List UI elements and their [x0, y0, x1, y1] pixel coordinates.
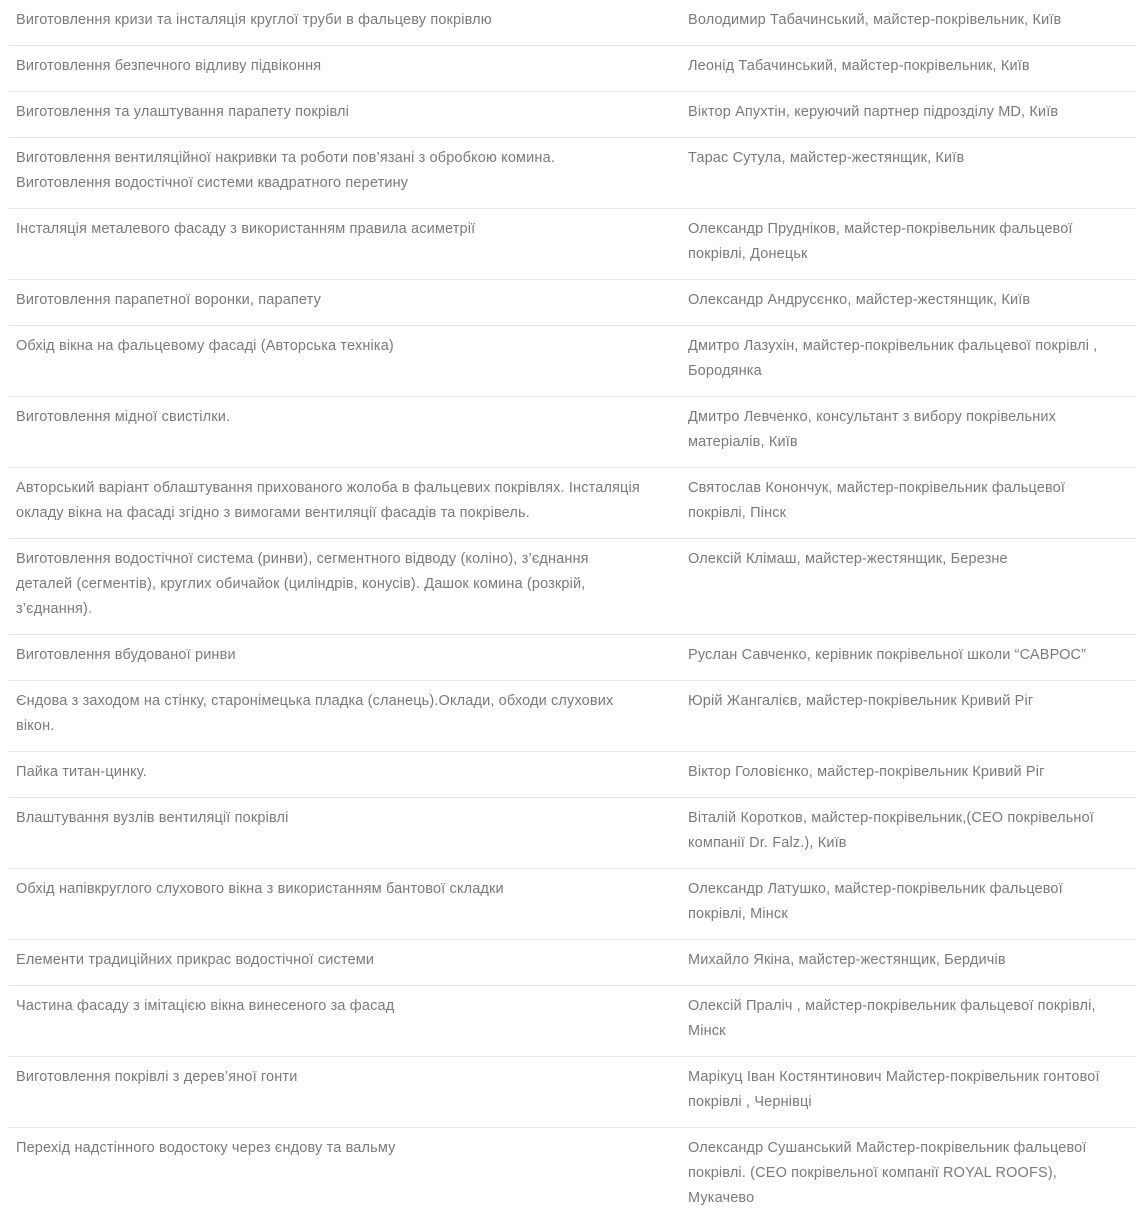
topic-cell — [9, 217, 688, 267]
table-row — [9, 46, 1136, 92]
topic-cell — [9, 146, 688, 196]
topic-cell — [9, 643, 688, 668]
table-row — [9, 138, 1136, 209]
author-cell — [688, 948, 1136, 973]
author-cell — [688, 146, 1136, 196]
author-text: Дмитро Левченко, консультант з вибору покрівельних — [688, 409, 1057, 425]
table-row — [9, 940, 1136, 986]
topic-text: Пайка титан-цинку. — [16, 764, 147, 780]
author-text: Віктор Головієнко, майстер-покрівельник Кривий Ріг — [688, 764, 1045, 780]
author-cell — [688, 288, 1136, 313]
author-text: Святослав Конончук, майстер-покрівельник фальцевої — [688, 480, 1066, 496]
topic-cell — [9, 288, 688, 313]
topic-cell — [9, 405, 688, 455]
topic-text: Виготовлення кризи та інсталяція круглої труби в фальцеву покрівлю — [16, 12, 492, 28]
topic-cell — [9, 334, 688, 384]
topic-cell — [9, 994, 688, 1044]
topic-cell — [9, 1065, 688, 1115]
table-row — [9, 0, 1136, 46]
topic-text: Частина фасаду з імітацією вікна винесеного за фасад — [16, 998, 395, 1014]
table-row — [9, 1128, 1136, 1223]
author-text: покрівлі, Мінск — [688, 906, 788, 922]
topic-text: Інсталяція металевого фасаду з використанням правила асиметрії — [16, 221, 476, 237]
author-text: Володимир Табачинський, майстер-покрівельник, Київ — [688, 12, 1062, 28]
author-text: покрівлі , Чернівці — [688, 1094, 812, 1110]
topic-cell — [9, 476, 688, 526]
author-cell — [688, 877, 1136, 927]
author-text: Тарас Сутула, майстер-жестянщик, Київ — [688, 150, 965, 166]
topic-cell — [9, 689, 688, 739]
table-row — [9, 92, 1136, 138]
author-cell — [688, 547, 1136, 622]
author-text: Олександр Андрусєнко, майстер-жестянщик, Київ — [688, 292, 1031, 308]
table-row — [9, 326, 1136, 397]
author-cell — [688, 217, 1136, 267]
author-cell — [688, 643, 1136, 668]
topic-cell — [9, 760, 688, 785]
author-cell — [688, 1065, 1136, 1115]
author-text: Олександр Сушанський Майстер-покрівельник фальцевої — [688, 1140, 1087, 1156]
author-text: Юрій Жангалієв, майстер-покрівельник Кривий Ріг — [688, 693, 1034, 709]
topic-text: Виготовлення вбудованої ринви — [16, 647, 236, 663]
topic-cell — [9, 54, 688, 79]
author-cell — [688, 806, 1136, 856]
topic-text: Виготовлення вентиляційної накривки та роботи пов’язані з обробкою комина. — [16, 150, 555, 166]
topic-cell — [9, 948, 688, 973]
table-row — [9, 869, 1136, 940]
author-text: Мукачево — [688, 1190, 755, 1206]
topic-cell — [9, 100, 688, 125]
author-text: Руслан Савченко, керівник покрівельної школи “САВРОС” — [688, 647, 1087, 663]
topic-text: Виготовлення водостічної системи квадратного перетину — [16, 175, 409, 191]
topic-text: вікон. — [16, 718, 55, 734]
author-cell — [688, 476, 1136, 526]
table-row — [9, 681, 1136, 752]
table-row — [9, 539, 1136, 635]
topic-cell — [9, 806, 688, 856]
table-row — [9, 752, 1136, 798]
author-cell — [688, 100, 1136, 125]
author-cell — [688, 334, 1136, 384]
topic-text: Авторський варіант облаштування прихованого жолоба в фальцевих покрівлях. Інсталяція — [16, 480, 640, 496]
author-cell — [688, 760, 1136, 785]
topic-text: Виготовлення покрівлі з дерев’яної гонти — [16, 1069, 298, 1085]
table-row — [9, 468, 1136, 539]
topic-text: Виготовлення парапетної воронки, парапету — [16, 292, 321, 308]
table-row — [9, 635, 1136, 681]
topic-cell — [9, 547, 688, 622]
author-text: Олексій Клімаш, майстер-жестянщик, Березне — [688, 551, 1008, 567]
author-cell — [688, 1136, 1136, 1211]
author-text: Мінск — [688, 1023, 726, 1039]
topic-text: Єндова з заходом на стінку, старонімецька пладка (сланець).Оклади, обходи слухових — [16, 693, 614, 709]
author-text: Михайло Якіна, майстер-жестянщик, Бердичів — [688, 952, 1006, 968]
topic-cell — [9, 8, 688, 33]
author-cell — [688, 689, 1136, 739]
author-text: Олександр Латушко, майстер-покрівельник фальцевої — [688, 881, 1063, 897]
topic-cell — [9, 1136, 688, 1211]
topic-text: Виготовлення мідної свистілки. — [16, 409, 231, 425]
table-row — [9, 798, 1136, 869]
author-text: Бородянка — [688, 363, 762, 379]
author-text: Віталій Коротков, майстер-покрівельник,(CEO покрівельної — [688, 810, 1094, 826]
topic-text: Виготовлення та улаштування парапету покрівлі — [16, 104, 349, 120]
author-cell — [688, 405, 1136, 455]
topic-text: Обхід напівкруглого слухового вікна з використанням бантової складки — [16, 881, 504, 897]
topic-text: з’єднання). — [16, 601, 93, 617]
author-text: Віктор Апухтін, керуючий партнер підрозділу MD, Київ — [688, 104, 1059, 120]
table-row — [9, 280, 1136, 326]
author-text: Марікуц Іван Костянтинович Майстер-покрівельник гонтової — [688, 1069, 1100, 1085]
author-cell — [688, 54, 1136, 79]
table-row — [9, 209, 1136, 280]
author-text: покрівлі, Донецьк — [688, 246, 808, 262]
table-row — [9, 986, 1136, 1057]
table-row — [9, 1057, 1136, 1128]
topic-text: Виготовлення водостічної система (ринви), сегментного відводу (коліно), з’єднання — [16, 551, 589, 567]
author-text: Леонід Табачинський, майстер-покрівельник, Київ — [688, 58, 1030, 74]
author-text: покрівлі. (CEO покрівельної компанії ROYAL ROOFS), — [688, 1165, 1057, 1181]
topic-text: Влаштування вузлів вентиляції покрівлі — [16, 810, 289, 826]
author-text: Олексій Праліч , майстер-покрівельник фальцевої покрівлі, — [688, 998, 1096, 1014]
topic-text: деталей (сегментів), круглих обичайок (циліндрів, конусів). Дашок комина (розкрій, — [16, 576, 586, 592]
author-text: компанії Dr. Falz.), Київ — [688, 835, 847, 851]
author-cell — [688, 8, 1136, 33]
author-text: покрівлі, Пінск — [688, 505, 787, 521]
topic-text: Виготовлення безпечного відливу підвіконня — [16, 58, 322, 74]
author-text: матеріалів, Київ — [688, 434, 798, 450]
topic-text: Перехід надстінного водостоку через єндову та вальму — [16, 1140, 396, 1156]
workshop-table — [9, 0, 1136, 1223]
topic-text: окладу вікна на фасаді згідно з вимогами вентиляції фасадів та покрівель. — [16, 505, 530, 521]
topic-cell — [9, 877, 688, 927]
author-text: Дмитро Лазухін, майстер-покрівельник фальцевої покрівлі , — [688, 338, 1098, 354]
author-cell — [688, 994, 1136, 1044]
topic-text: Обхід вікна на фальцевому фасаді (Авторська техніка) — [16, 338, 394, 354]
topic-text: Елементи традиційних прикрас водостічної системи — [16, 952, 375, 968]
author-text: Олександр Прудніков, майстер-покрівельник фальцевої — [688, 221, 1073, 237]
table-row — [9, 397, 1136, 468]
